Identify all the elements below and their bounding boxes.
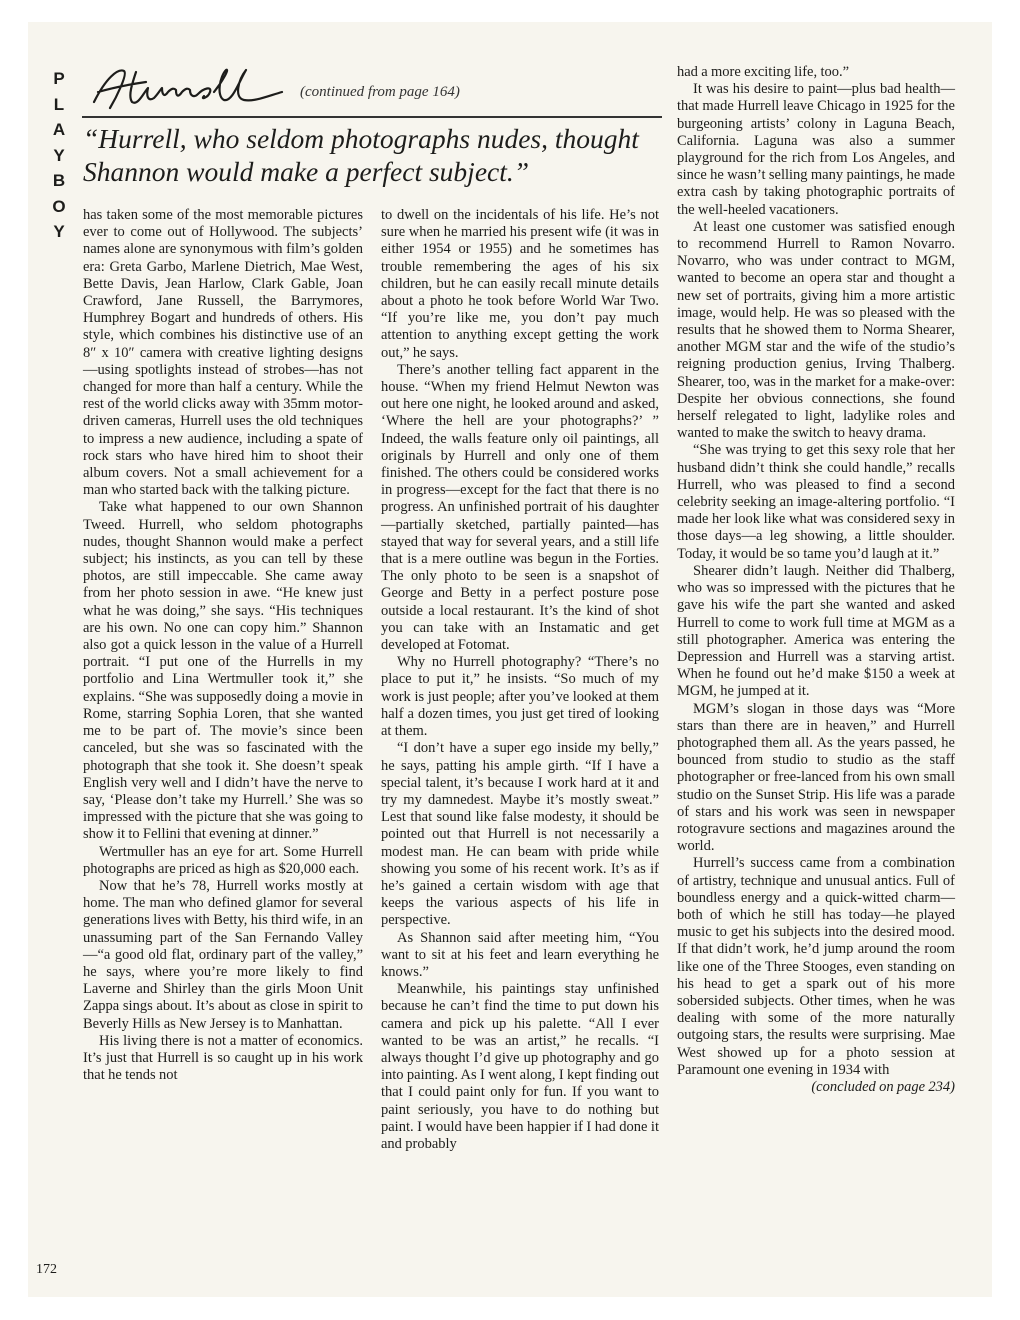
article-column-3 <box>677 64 955 1096</box>
continued-from-note: (continued from page 164) <box>300 84 460 100</box>
logo-letter: Y <box>53 222 65 241</box>
pull-quote-rule <box>82 116 662 118</box>
paragraph: Now that he’s 78, Hurrell works mostly at home. The man who defined glamor for several generations lives with Betty, his third wife, in an unassuming part of the San Fernando Valley—“a good old flat, ordinary part of the valley,” he says, where you’re more likely to find Laverne and Shirley than the girls Moon Unit Zappa sings about. It’s about as close in spirit to Beverly Hills as New Jersey is to Manhattan. <box>83 877 363 1032</box>
hurrell-signature-logo <box>88 62 288 114</box>
concluded-on-note: (concluded on page 234) <box>811 1078 955 1095</box>
paragraph: Wertmuller has an eye for art. Some Hurrell photographs are priced as high as $20,000 each. <box>83 843 363 877</box>
paragraph: Why no Hurrell photography? “There’s no place to put it,” he insists. “So much of my work is just people; after you’ve looked at them half a dozen times, you just get tired of looking at them. <box>381 654 659 740</box>
paragraph: Meanwhile, his paintings stay unfinished because he can’t find the time to put down his camera and pick up his palette. “All I ever wanted to be was an artist,” he recalls. “I always thought I’d give up photography and go into painting. As I went along, I kept finding out that I could paint only for fun. If you want to paint seriously, you have to do nothing but paint. I would have been happier if I had done it and probably <box>381 981 660 1152</box>
paragraph: Shearer didn’t laugh. Neither did Thalberg, who was so impressed with the pictures that he gave his wife the part she wanted and asked Hurrell to come to work full time at MGM as a still photographer. America was entering the Depression and Hurrell was a starving artist. When he found out he’d make $150 a week at MGM, he jumped at it. <box>677 562 955 700</box>
page-number: 172 <box>36 1262 57 1277</box>
playboy-logo <box>48 66 70 245</box>
article-column-2 <box>381 207 659 1153</box>
logo-letter: Y <box>53 145 65 165</box>
logo-letter: O <box>52 196 66 216</box>
paragraph: MGM’s slogan in those days was “More stars than there are in heaven,” and Hurrell photographed them all. As the years passed, he bounced from studio to studio as the staff photographer or free-lanced from his own small studio on the Sunset Strip. His life was a parade of stars and his work was seen in newspaper rotogravure sections and magazines around the world. <box>677 700 955 855</box>
paragraph: Take what happened to our own Shannon Tweed. Hurrell, who seldom photographs nudes, thought Shannon would make a perfect subject; his instincts, as you can tell by these photos, are still impeccable. She came away from her photo session in awe. “He knew just what he was doing,” she says. “His techniques are his own. No one can copy him.” Shannon also got a quick lesson in the value of a Hurrell portrait. “I put one of the Hurrells in my portfolio and Lina Wertmuller took it,” she explains. “She was supposedly doing a movie in Rome, starring Sophia Loren, that she wanted me to be part of. The movie’s since been canceled, but she was so fascinated with the photograph that she took it. She doesn’t speak English very well and I didn’t have the nerve to say, ‘Please don’t take my Hurrell.’ She was so impressed with the picture that she was going to show it to Fellini that evening at dinner.” <box>83 499 363 843</box>
paragraph: to dwell on the incidentals of his life. He’s not sure when he married his present wife (it was in either 1954 or 1955) and he sometimes has trouble remembering the ages of his six children, but he can easily recall minute details about a photo he took before World War Two. “If you’re like me, you don’t pay much attention to anything except getting the work out,” he says. <box>381 207 659 361</box>
paragraph: Hurrell’s success came from a combination of artistry, technique and unusual antics. Full of boundless energy and a quick-witted charm—both of which he still has today—he played music to get his subjects into the desired mood. If that didn’t work, he’d jump around the room like one of the Three Stooges, even standing on his head to get a spark out of his more sobersided subjects. Other times, when he was dealing with some of the more naturally outgoing stars, the results were surprising. Mae West showed up for a photo session at Paramount one evening in 1934 with <box>677 855 955 1078</box>
paragraph: His living there is not a matter of economics. It’s just that Hurrell is so caught up in his work that he tends not <box>83 1032 363 1084</box>
logo-letter: A <box>52 120 66 139</box>
paragraph: It was his desire to paint—plus bad health—that made Hurrell leave Chicago in 1925 for the burgeoning artists’ colony in Laguna Beach, California. Laguna was also a summer playground for the rich from Los Angeles, and since he wasn’t selling many paintings, he made extra cash by taking photographic portraits of the well-heeled vacationers. <box>677 81 955 218</box>
pull-quote: “Hurrell, who seldom photographs nudes, thought Shannon would make a perfect subject.” <box>83 123 639 187</box>
paragraph: At least one customer was satisfied enough to recommend Hurrell to Ramon Novarro. Novarro, who was under contract to MGM, wanted to become an opera star and thought a new set of portraits, giving him a more artistic image, would help. He was so pleased with the results that he showed them to Norma Shearer, another MGM star and the wife of the studio’s reigning production genius, Irving Thalberg. Shearer, too, was in the market for a make-over: Despite her obvious connections, she found herself relegated to light, ladylike roles and wanted to make the switch to heavy drama. <box>677 218 955 442</box>
paragraph: “I don’t have a super ego inside my belly,” he says, patting his ample girth. “If I have a special talent, it’s because I work hard at it and try my damnedest. Maybe it’s mostly sweat.” Lest that sound like false modesty, it should be pointed out that Hurrell is not necessarily a modest man. He can beam with pride while showing you some of his recent work. It’s as if he’s gained a certain wisdom with age that keeps the various aspects of his life in perspective. <box>381 740 659 929</box>
logo-letter: P <box>53 69 65 88</box>
paragraph: There’s another telling fact apparent in the house. “When my friend Helmut Newton was out here one night, he looked around and asked, ‘Where the hell are your photographs?’ ” Indeed, the walls feature only oil paintings, all originals by Hurrell and only one of them finished. The others could be considered works in progress—except for the fact that there is no progress. An unfinished portrait of his daughter—partially sketched, partially painted—has stayed that way for several years, and a still life that is a mere outline was begun in the Forties. The only photo to be seen is a snapshot of George and Betty in a perfect posture pose outside a local restaurant. It’s the kind of shot you can take with an Instamatic and get developed at Fotomat. <box>381 361 659 654</box>
paragraph: “She was trying to get this sexy role that her husband didn’t think she could handle,” recalls Hurrell, who was pleased to find a second celebrity seeking an image-altering portfolio. “I made her look like what was considered sexy in those days—a leg showing, a little shoulder. Today, it would be so tame you’d laugh at it.” <box>677 442 955 562</box>
article-column-1 <box>83 207 363 1084</box>
logo-letter: L <box>53 94 65 114</box>
logo-letter: B <box>52 171 66 190</box>
paragraph: had a more exciting life, too.” <box>677 64 850 80</box>
paragraph: has taken some of the most memorable pictures ever to come out of Hollywood. The subjects’ names alone are synonymous with film’s golden era: Greta Garbo, Marlene Dietrich, Mae West, Bette Davis, Jean Harlow, Clark Gable, Joan Crawford, Jane Russell, the Barrymores, Humphrey Bogart and hundreds of others. His style, which combines his distinctive use of an 8″ x 10″ camera with creative lighting designs—using spotlights instead of strobes—has not changed for more than half a century. While the rest of the world clicks away with 35mm motor-driven cameras, Hurrell uses the old techniques to impress a new audience, including a spate of rock stars who have hired him to shoot their album covers. Not a small achievement for a man who started back with the talking picture. <box>83 207 363 499</box>
paragraph: As Shannon said after meeting him, “You want to sit at his feet and learn everything he knows.” <box>381 929 659 980</box>
